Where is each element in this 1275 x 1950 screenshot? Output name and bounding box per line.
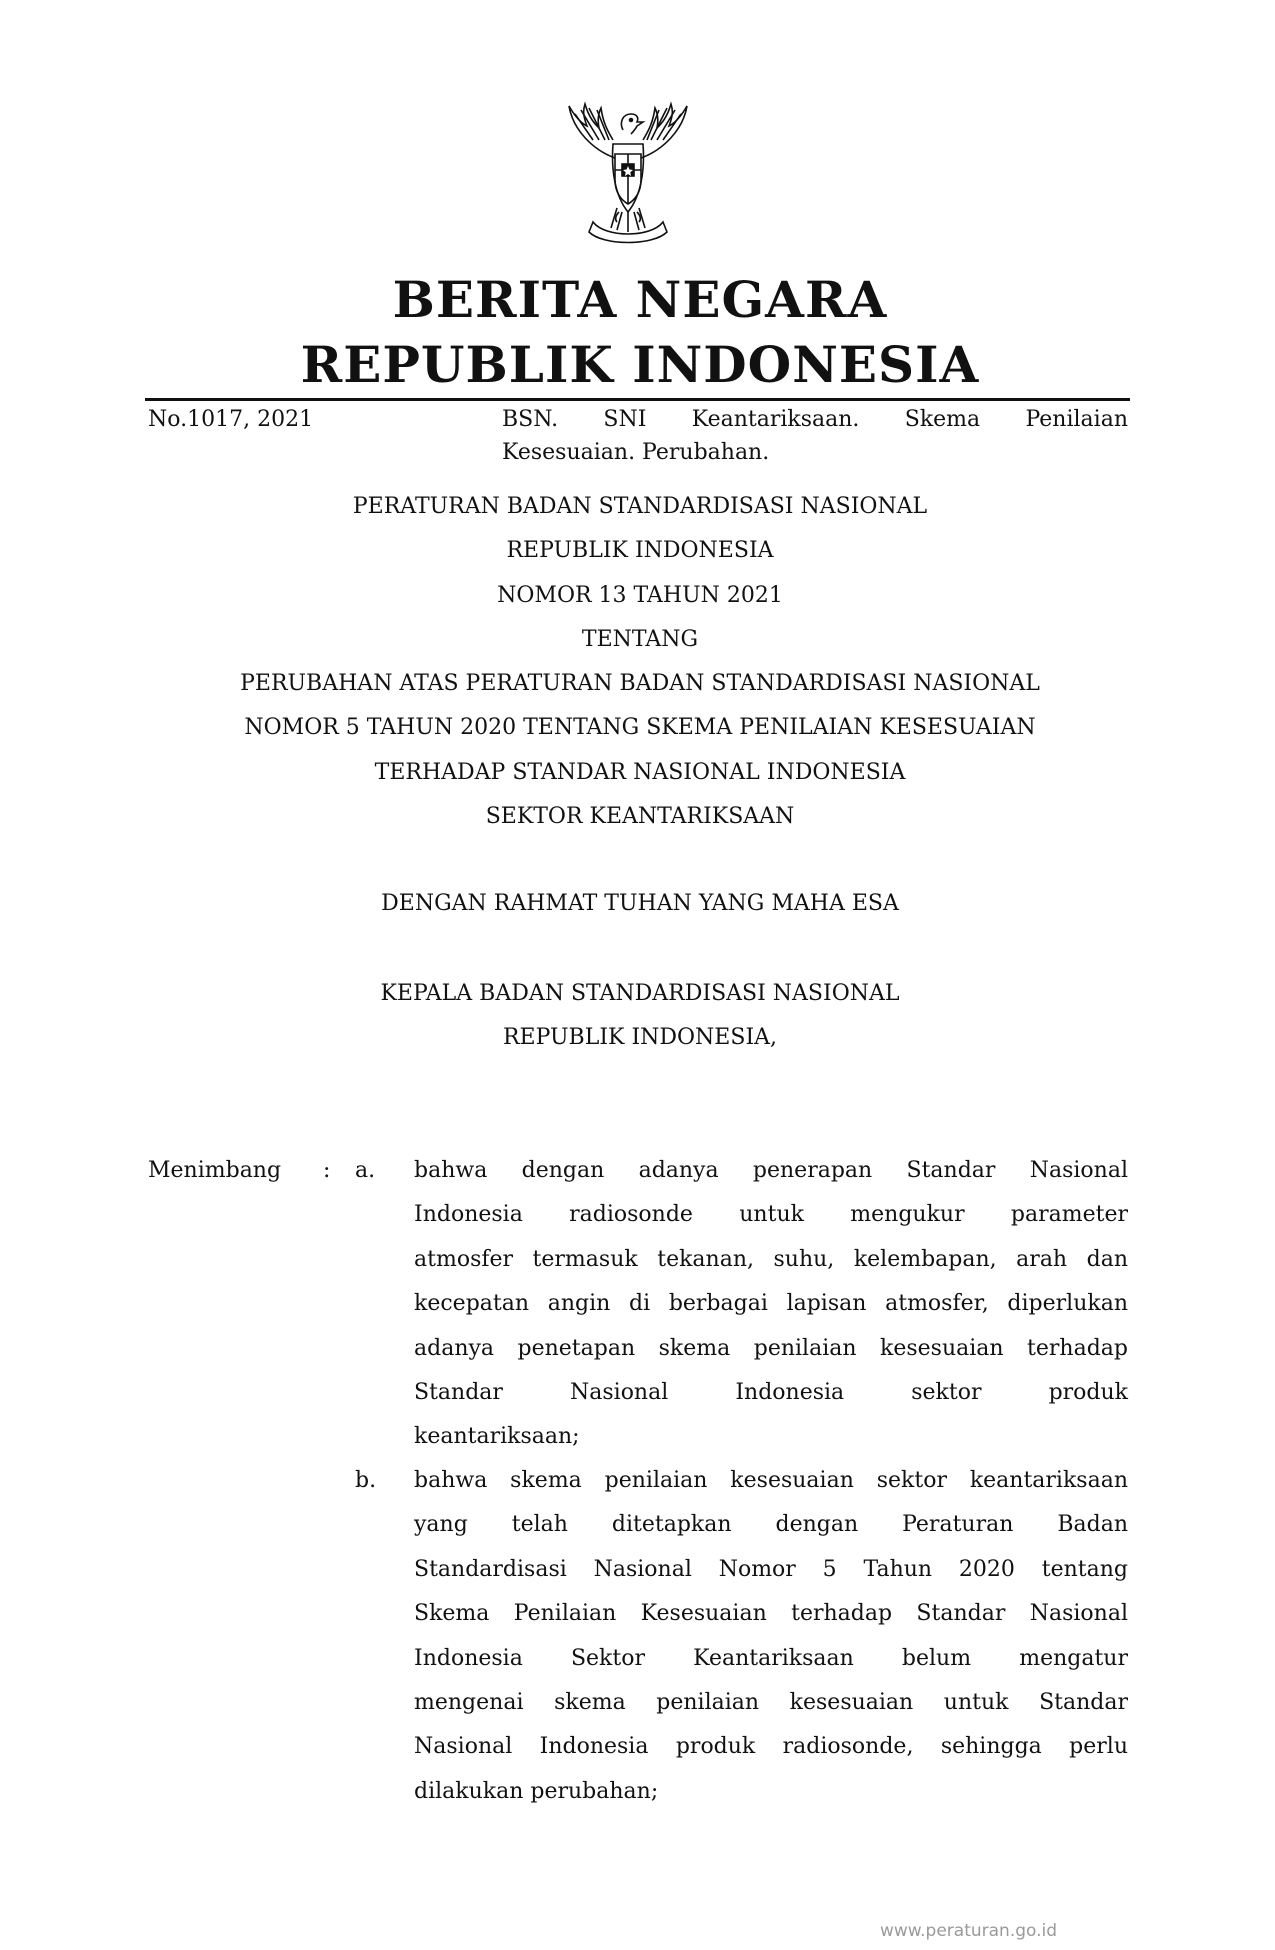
clause-line: bahwa dengan adanya penerapan Standar Nasional: [414, 1158, 1128, 1183]
gazette-subject: [502, 403, 1128, 469]
considering-colon: :: [323, 1158, 331, 1183]
gazette-number: No.1017, 2021: [148, 407, 314, 432]
clause-line: atmosfer termasuk tekanan, suhu, kelembapan, arah dan: [414, 1246, 1128, 1272]
heading-line: REPUBLIK INDONESIA: [506, 538, 774, 564]
heading-line: PERUBAHAN ATAS PERATURAN BADAN STANDARDISASI NASIONAL: [240, 671, 1040, 697]
clause-line: Standar Nasional Indonesia sektor produk: [414, 1380, 1128, 1406]
heading-line: NOMOR 5 TAHUN 2020 TENTANG SKEMA PENILAIAN KESESUAIAN: [244, 715, 1036, 741]
watermark: www.peraturan.go.id: [880, 1921, 1058, 1941]
clause-line: adanya penetapan skema penilaian kesesuaian terhadap: [414, 1335, 1128, 1361]
clause-line: kecepatan angin di berbagai lapisan atmosfer, diperlukan: [414, 1291, 1128, 1317]
clause-marker: a.: [355, 1158, 376, 1183]
clause-line: mengenai skema penilaian kesesuaian untuk Standar: [414, 1690, 1128, 1716]
clause-line: keantariksaan;: [414, 1424, 580, 1450]
garuda-emblem-icon: [553, 100, 703, 250]
clause-line: yang telah ditetapkan dengan Peraturan Badan: [414, 1512, 1128, 1538]
clause-line: Indonesia radiosonde untuk mengukur parameter: [414, 1202, 1128, 1228]
clause-line: Skema Penilaian Kesesuaian terhadap Standar Nasional: [414, 1601, 1128, 1627]
clause-line: Indonesia Sektor Keantariksaan belum mengatur: [414, 1645, 1128, 1671]
heading-line: NOMOR 13 TAHUN 2021: [497, 582, 783, 608]
heading-line: PERATURAN BADAN STANDARDISASI NASIONAL: [352, 494, 928, 519]
issuing-authority: [140, 972, 1140, 1061]
heading-line: TERHADAP STANDAR NASIONAL INDONESIA: [374, 759, 906, 785]
clause-line: bahwa skema penilaian kesesuaian sektor keantariksaan: [414, 1468, 1128, 1493]
authority-line: REPUBLIK INDONESIA,: [502, 1025, 778, 1051]
heading-line: TENTANG: [581, 626, 699, 652]
clause-text: [414, 1149, 1128, 1460]
gazette-title-line1: BERITA NEGARA: [392, 270, 888, 329]
heading-line: SEKTOR KEANTARIKSAAN: [485, 804, 795, 830]
authority-line: KEPALA BADAN STANDARDISASI NASIONAL: [380, 981, 900, 1006]
subject-line: Kesesuaian. Perubahan.: [502, 440, 770, 465]
clause-line: Nasional Indonesia produk radiosonde, sehingga perlu: [414, 1734, 1128, 1760]
invocation-line: DENGAN RAHMAT TUHAN YANG MAHA ESA: [381, 891, 899, 916]
invocation: [140, 882, 1140, 926]
clause-line: Standardisasi Nasional Nomor 5 Tahun 2020 tentang: [414, 1556, 1128, 1582]
considering-label: Menimbang: [148, 1158, 282, 1183]
regulation-heading: [140, 485, 1140, 839]
header-divider: [145, 398, 1130, 401]
clause-text: [414, 1459, 1128, 1814]
subject-line: BSN. SNI Keantariksaan. Skema Penilaian: [502, 407, 1128, 432]
clause-line: dilakukan perubahan;: [414, 1778, 659, 1804]
clause-marker: b.: [355, 1468, 377, 1493]
gazette-title-line2: REPUBLIK INDONESIA: [300, 335, 980, 394]
